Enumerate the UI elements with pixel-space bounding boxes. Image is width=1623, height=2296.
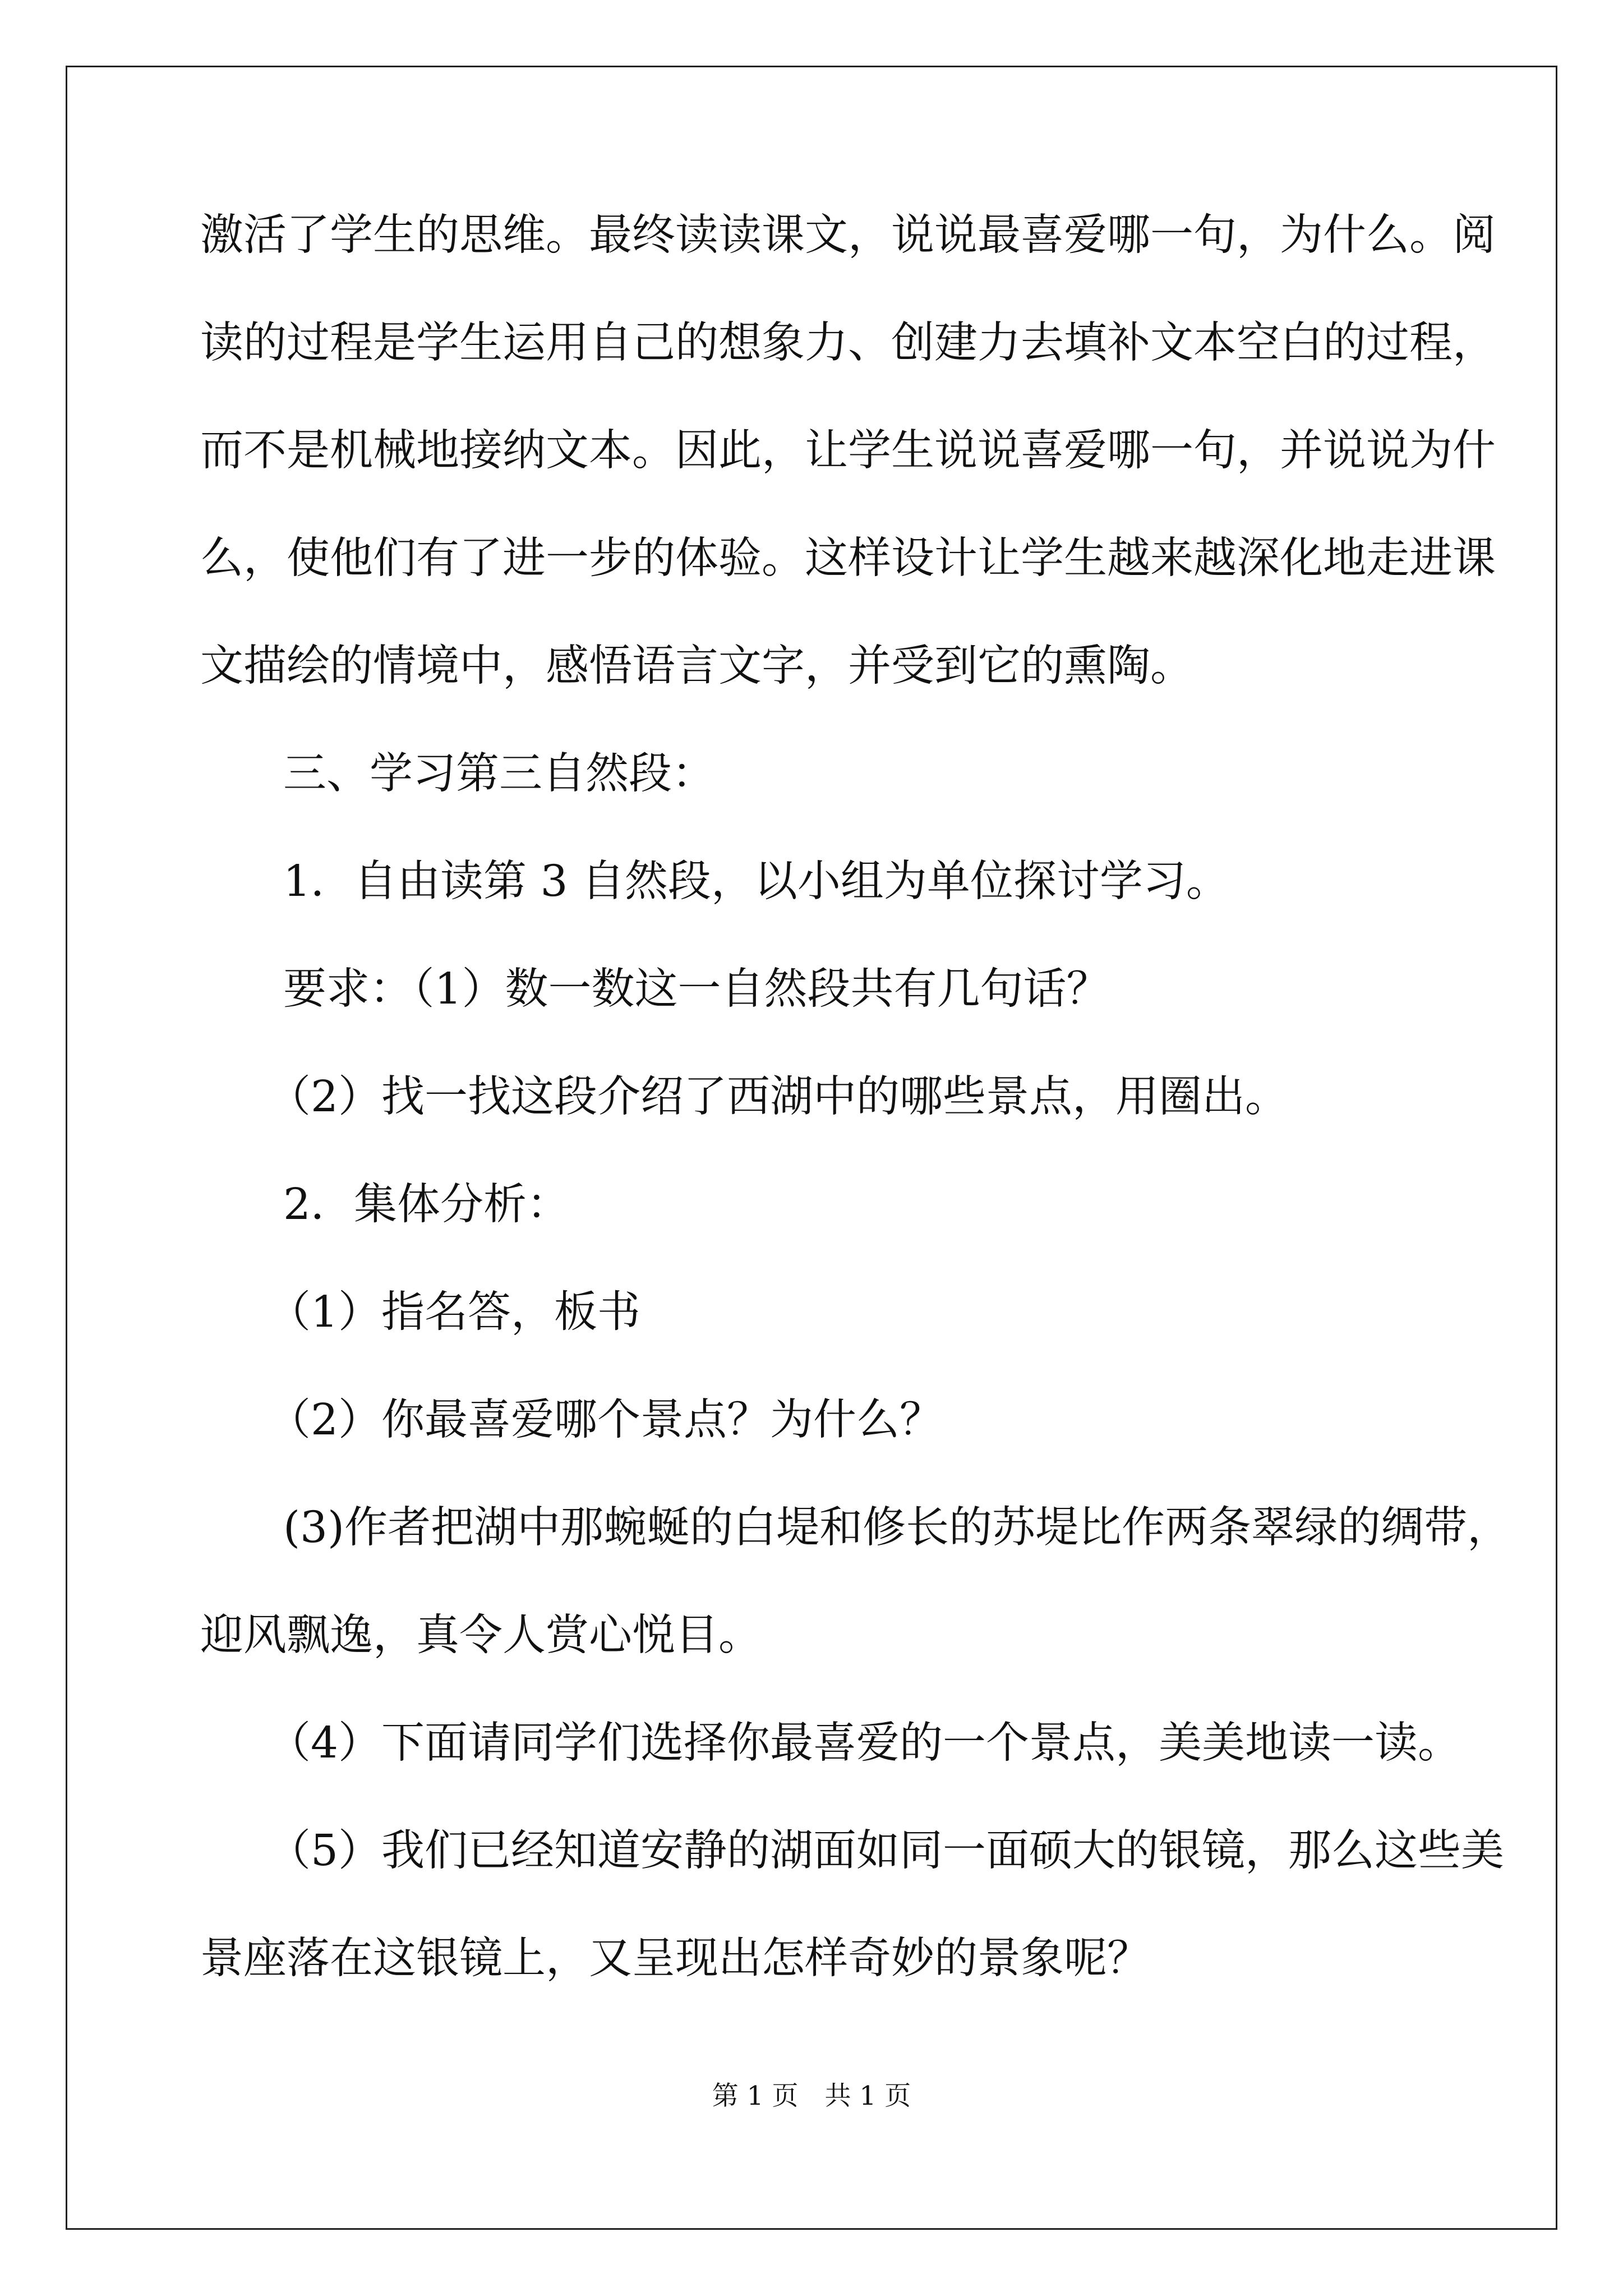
list-item: 要求：（1）数一数这一自然段共有几句话？: [283, 964, 1110, 1014]
paragraph-line: 迎风飘逸，真令人赏心悦目。: [200, 1611, 762, 1660]
page-number: 第 1 页 共 1 页: [712, 2081, 911, 2111]
list-item: （1）指名答，板书: [268, 1287, 640, 1337]
list-item: 1．自由读第 3 自然段，以小组为单位探讨学习。: [283, 857, 1229, 907]
list-item: （2）找一找这段介绍了西湖中的哪些景点，用圈出。: [268, 1072, 1288, 1122]
list-item: 2．集体分析：: [283, 1180, 570, 1230]
list-item: （2）你最喜爱哪个景点？为什么？: [268, 1395, 943, 1445]
list-item: （4）下面请同学们选择你最喜爱的一个景点，美美地读一读。: [268, 1718, 1461, 1768]
paragraph-line: 文描绘的情境中，感悟语言文字，并受到它的熏陶。: [200, 641, 1193, 691]
paragraph-line: 读的过程是学生运用自己的想象力、创建力去填补文本空白的过程，: [200, 318, 1496, 368]
page-border: [66, 66, 1557, 2230]
list-item: (3)作者把湖中那蜿蜒的白堤和修长的苏堤比作两条翠绿的绸带，: [283, 1503, 1511, 1553]
list-item: （5）我们已经知道安静的湖面如同一面硕大的银镜，那么这些美: [268, 1826, 1504, 1876]
paragraph-line: 激活了学生的思维。最终读读课文，说说最喜爱哪一句，为什么。阅: [200, 210, 1496, 260]
paragraph-line: 而不是机械地接纳文本。因此，让学生说说喜爱哪一句，并说说为什: [200, 426, 1496, 476]
paragraph-line: 么，使他们有了进一步的体验。这样设计让学生越来越深化地走进课: [200, 533, 1496, 583]
paragraph-line: 景座落在这银镜上，又呈现出怎样奇妙的景象呢？: [200, 1934, 1150, 1984]
section-heading: 三、学习第三自然段：: [283, 749, 715, 799]
